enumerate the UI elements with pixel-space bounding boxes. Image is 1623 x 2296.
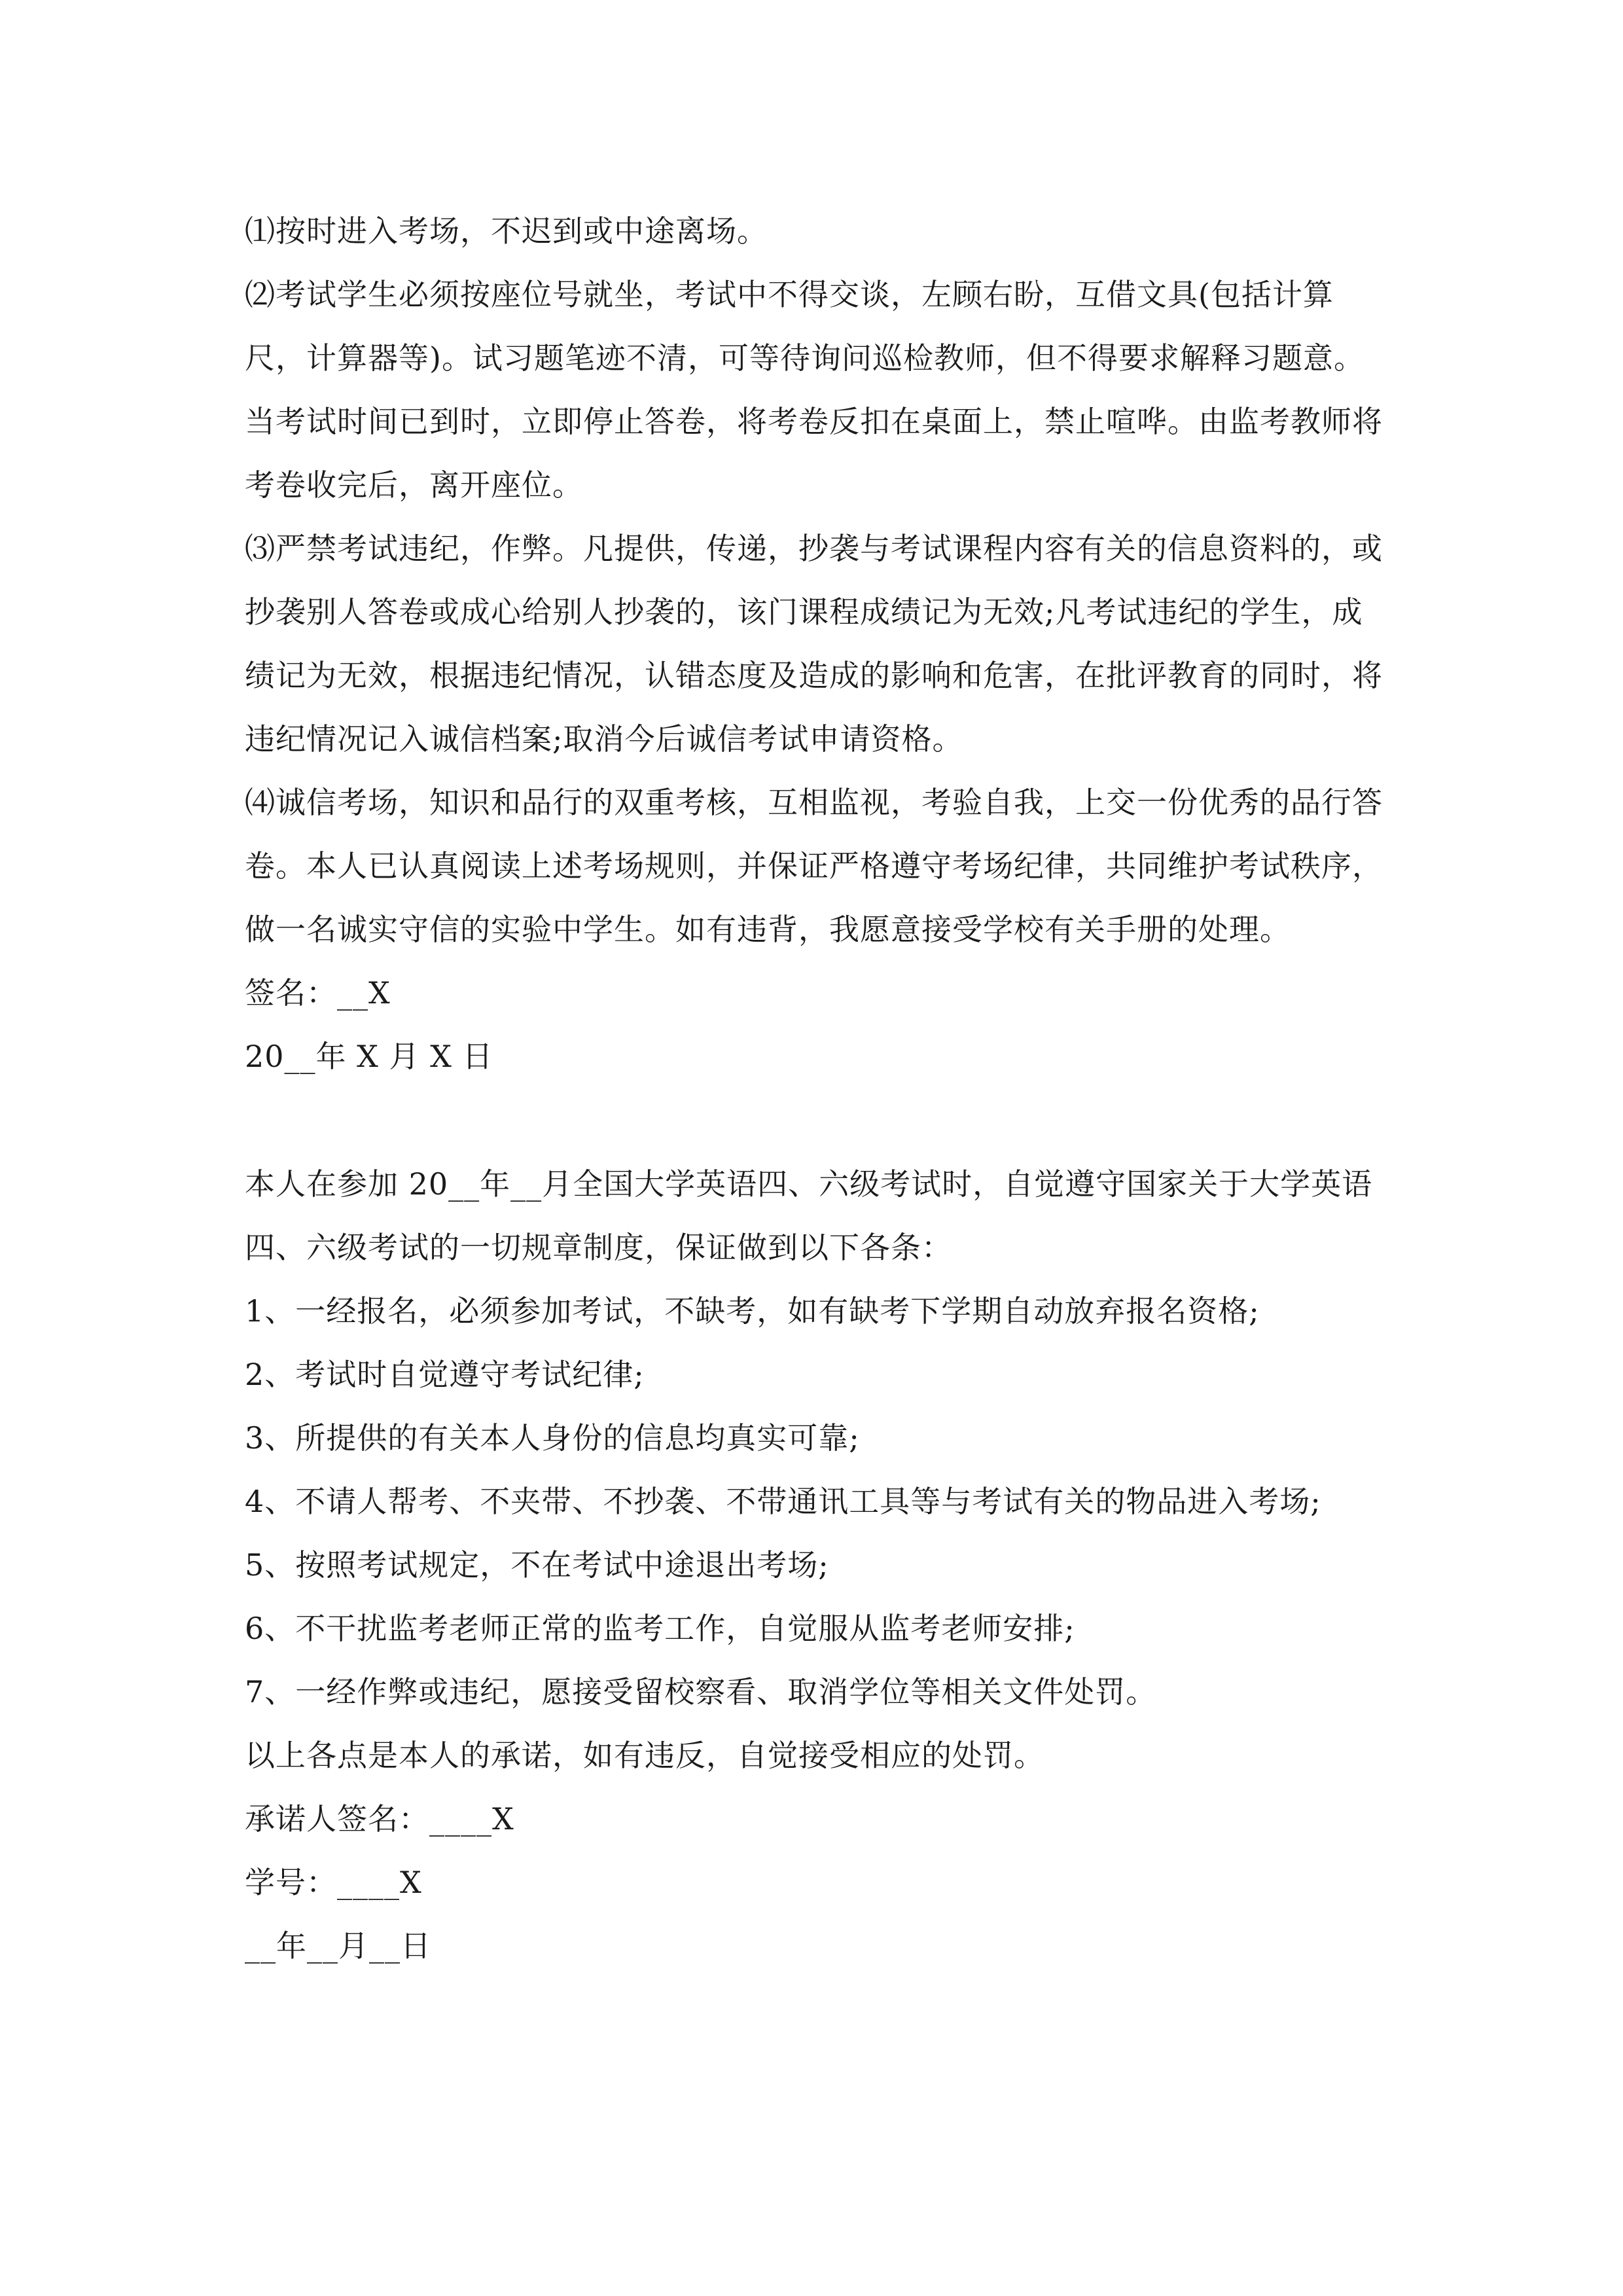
date-line: 20__年 X 月 X 日 <box>245 1039 493 1074</box>
signature-line: 签名：__X <box>245 975 391 1011</box>
pledge-signer: 承诺人签名：____X <box>245 1801 514 1837</box>
rule-4: ⑷诚信考场，知识和品行的双重考核，互相监视，考验自我，上交一份优秀的品行答卷。本人已认真阅读上述考场规则，并保证严格遵守考场纪律，共同维护考试秩序，做一名诚实守信的实验中学生。如有违背，我愿意接受学校有关手册的处理。 <box>245 785 1383 947</box>
rule-1: ⑴按时进入考场，不迟到或中途离场。 <box>245 213 768 249</box>
document-body <box>245 200 1383 1978</box>
pledge-item-2: 2、考试时自觉遵守考试纪律; <box>245 1357 645 1392</box>
pledge-closing: 以上各点是本人的承诺，如有违反，自觉接受相应的处罚。 <box>245 1738 1044 1773</box>
pledge-item-4: 4、不请人帮考、不夹带、不抄袭、不带通讯工具等与考试有关的物品进入考场; <box>245 1484 1321 1519</box>
pledge-item-7: 7、一经作弊或违纪，愿接受留校察看、取消学位等相关文件处罚。 <box>245 1674 1157 1710</box>
rule-3: ⑶严禁考试违纪，作弊。凡提供，传递，抄袭与考试课程内容有关的信息资料的，或抄袭别人答卷或成心给别人抄袭的，该门课程成绩记为无效;凡考试违纪的学生，成绩记为无效，根据违纪情况，认错态度及造成的影响和危害，在批评教育的同时，将违纪情况记入诚信档案;取消今后诚信考试申请资格。 <box>245 531 1383 757</box>
pledge-date: __年__月__日 <box>245 1928 431 1964</box>
pledge-student-id: 学号：____X <box>245 1865 422 1900</box>
rule-2: ⑵考试学生必须按座位号就坐，考试中不得交谈，左顾右盼，互借文具(包括计算尺，计算器等)。试习题笔迹不清，可等待询问巡检教师，但不得要求解释习题意。当考试时间已到时，立即停止答卷，将考卷反扣在桌面上，禁止喧哗。由监考教师将考卷收完后，离开座位。 <box>245 277 1383 503</box>
pledge-item-3: 3、所提供的有关本人身份的信息均真实可靠; <box>245 1420 860 1456</box>
pledge-item-6: 6、不干扰监考老师正常的监考工作，自觉服从监考老师安排; <box>245 1611 1075 1646</box>
pledge-item-1: 1、一经报名，必须参加考试，不缺考，如有缺考下学期自动放弃报名资格; <box>245 1293 1260 1329</box>
pledge-item-5: 5、按照考试规定，不在考试中途退出考场; <box>245 1547 829 1583</box>
pledge-intro: 本人在参加 20__年__月全国大学英语四、六级考试时，自觉遵守国家关于大学英语四、六级考试的一切规章制度，保证做到以下各条： <box>245 1166 1373 1265</box>
section-spacer <box>245 1088 1383 1153</box>
